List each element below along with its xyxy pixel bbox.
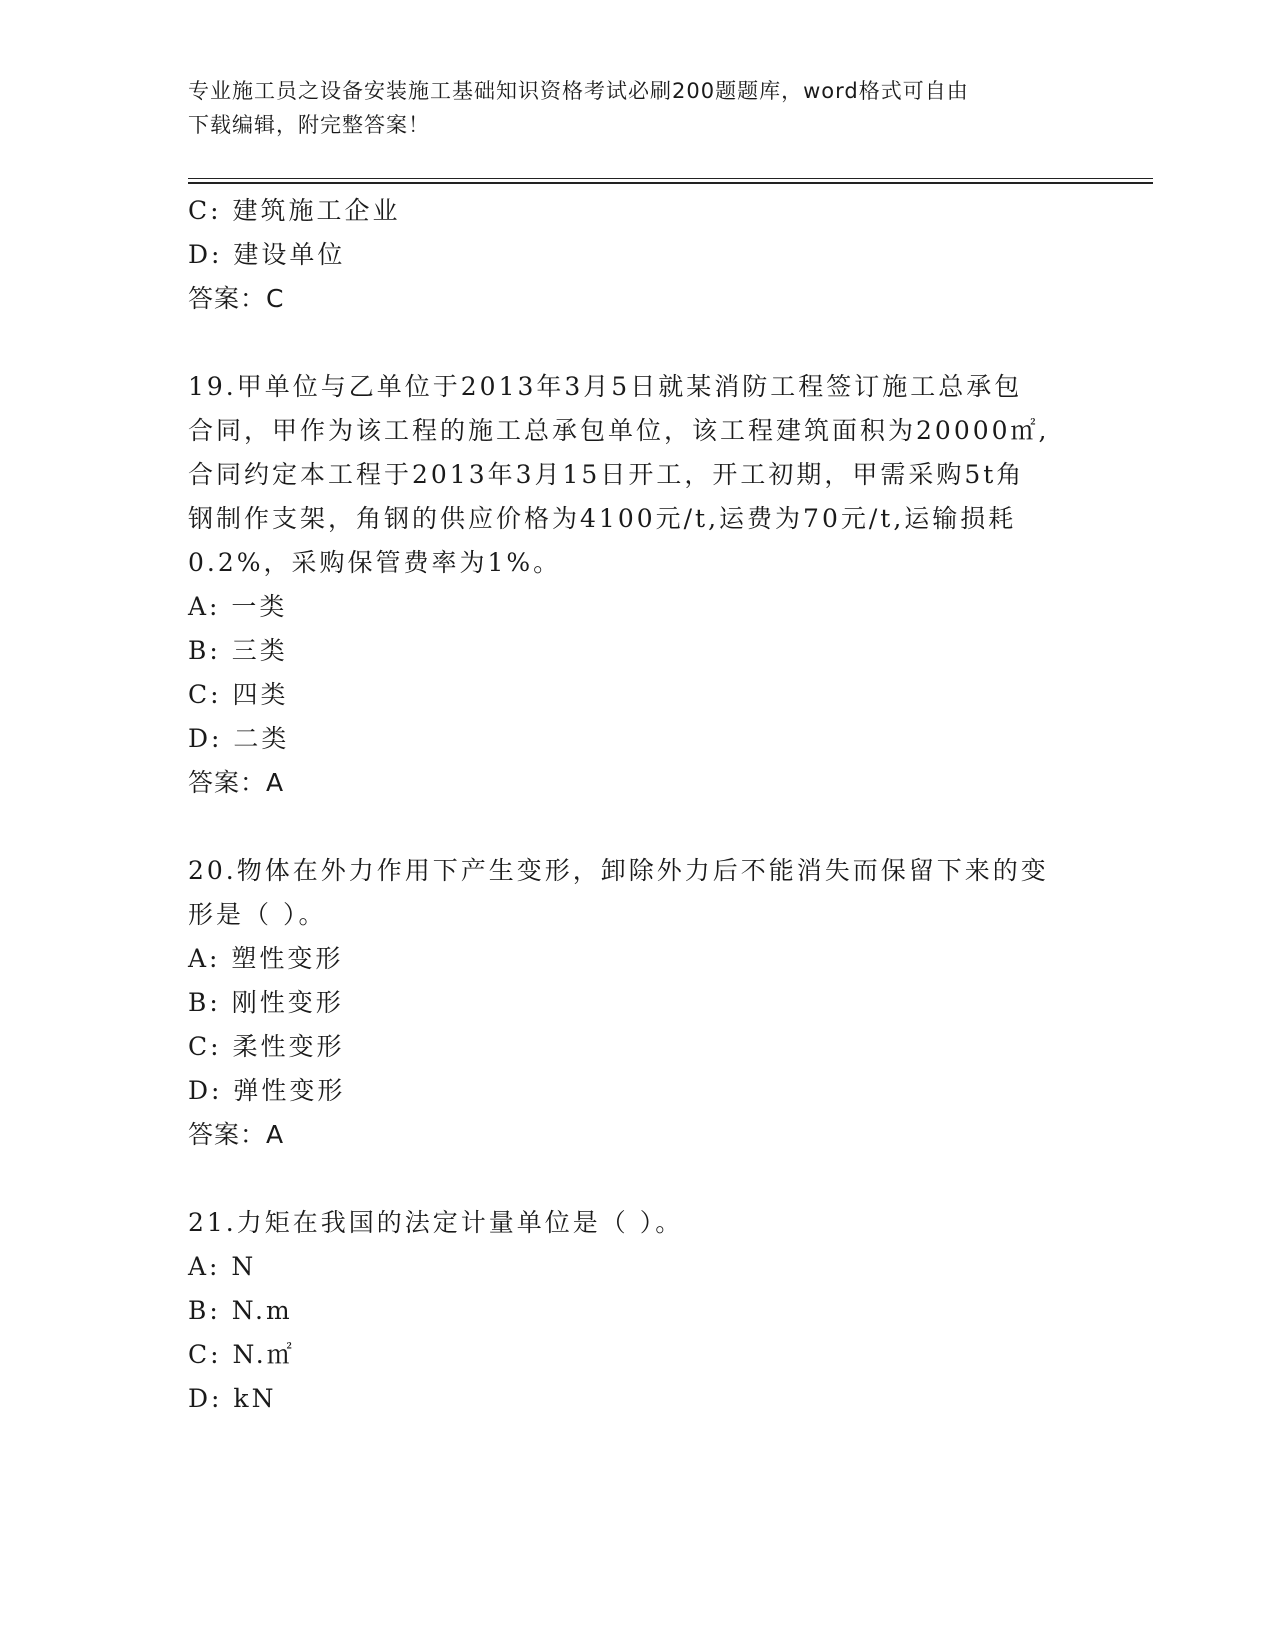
q21-option-c: C: N.㎡ bbox=[188, 1340, 295, 1369]
q20-stem-line-2: 形是（ ）。 bbox=[188, 900, 327, 929]
q20-answer: 答案：A bbox=[188, 1120, 285, 1149]
q20-option-a: A: 塑性变形 bbox=[188, 944, 344, 973]
document-header bbox=[188, 74, 1068, 142]
q19-option-c: C: 四类 bbox=[188, 680, 289, 709]
q21-option-b: B: N.m bbox=[188, 1296, 293, 1325]
q19-answer: 答案：A bbox=[188, 768, 285, 797]
header-line-1: 专业施工员之设备安装施工基础知识资格考试必刷200题题库，word格式可自由 bbox=[188, 79, 969, 103]
header-rule-thick bbox=[188, 182, 1153, 184]
q19-stem-line-5: 0.2%，采购保管费率为1%。 bbox=[188, 548, 562, 577]
q21-stem-line-1: 21.力矩在我国的法定计量单位是（ ）。 bbox=[188, 1208, 684, 1237]
q19-option-b: B: 三类 bbox=[188, 636, 288, 665]
q20-stem-line-1: 20.物体在外力作用下产生变形，卸除外力后不能消失而保留下来的变 bbox=[188, 856, 1049, 885]
q20-option-b: B: 刚性变形 bbox=[188, 988, 344, 1017]
q21-option-a: A: N bbox=[188, 1252, 257, 1281]
q19-option-a: A: 一类 bbox=[188, 592, 288, 621]
q19-stem-line-1: 19.甲单位与乙单位于2013年3月5日就某消防工程签订施工总承包 bbox=[188, 372, 1023, 401]
q19-stem-line-4: 钢制作支架，角钢的供应价格为4100元/t,运费为70元/t,运输损耗 bbox=[188, 504, 1017, 533]
q18-option-c: C: 建筑施工企业 bbox=[188, 196, 401, 225]
q18-answer: 答案：C bbox=[188, 284, 285, 313]
q20-option-d: D: 弹性变形 bbox=[188, 1076, 346, 1105]
q19-stem-line-2: 合同，甲作为该工程的施工总承包单位，该工程建筑面积为20000㎡, bbox=[188, 416, 1050, 445]
q19-option-d: D: 二类 bbox=[188, 724, 290, 753]
header-rule-thin bbox=[188, 178, 1153, 179]
q20-option-c: C: 柔性变形 bbox=[188, 1032, 345, 1061]
q18-option-d: D: 建设单位 bbox=[188, 240, 346, 269]
q21-option-d: D: kN bbox=[188, 1384, 277, 1413]
header-line-2: 下载编辑，附完整答案！ bbox=[188, 113, 430, 137]
q19-stem-line-3: 合同约定本工程于2013年3月15日开工，开工初期，甲需采购5t角 bbox=[188, 460, 1025, 489]
